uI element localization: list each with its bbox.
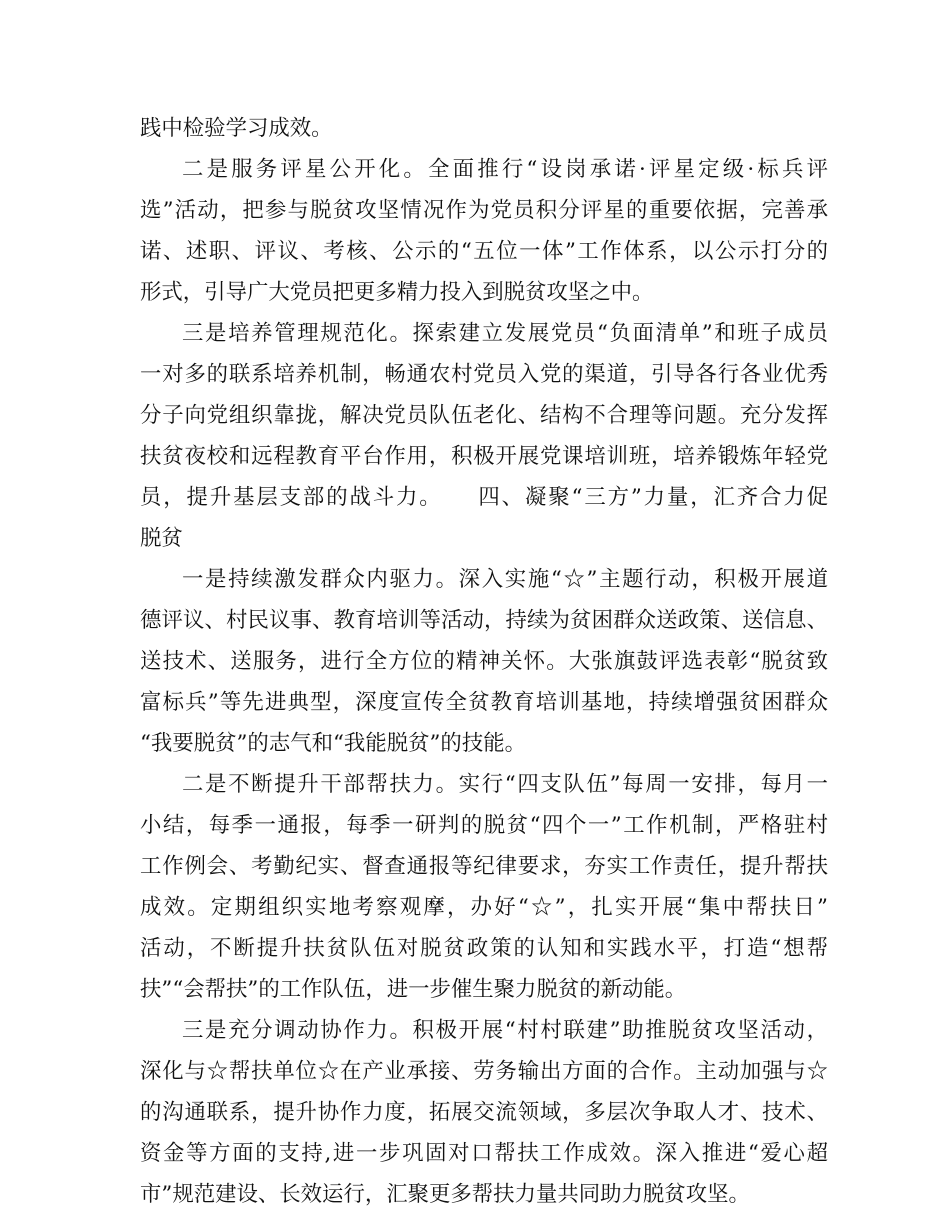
text-line: 选”活动，把参与脱贫攻坚情况作为党员积分评星的重要依据，完善承 [140,198,828,223]
text-line: 成效。定期组织实地考察观摩，办好“☆”，扎实开展“集中帮扶日” [140,895,828,920]
text-line: 工作例会、考勤纪实、督查通报等纪律要求，夯实工作责任，提升帮扶 [140,854,828,879]
text-line: 活动，不断提升扶贫队伍对脱贫政策的认知和实践水平，打造“想帮 [140,936,828,961]
paragraph-heading-line: 三是充分调动协作力。积极开展“村村联建”助推脱贫攻坚活动， [182,1018,828,1043]
document-body [140,108,828,1215]
text-line: 分子向党组织靠拢，解决党员队伍老化、结构不合理等问题。充分发挥 [140,403,828,428]
text-line: 德评议、村民议事、教育培训等活动，持续为贫困群众送政策、送信息、 [140,608,828,633]
text-line: 一对多的联系培养机制，畅通农村党员入党的渠道，引导各行各业优秀 [140,362,828,387]
text-line: 送技术、送服务，进行全方位的精神关怀。大张旗鼓评选表彰“脱贫致 [140,649,828,674]
text-line: 扶贫夜校和远程教育平台作用，积极开展党课培训班，培养锻炼年轻党 [140,444,828,469]
text-line: 员，提升基层支部的战斗力。 四、凝聚“三方”力量，汇齐合力促 [140,485,828,510]
paragraph-heading-line: 二是服务评星公开化。全面推行“设岗承诺·评星定级·标兵评 [182,157,828,182]
text-line: 资金等方面的支持,进一步巩固对口帮扶工作成效。深入推进“爱心超 [140,1141,828,1166]
text-line: 践中检验学习成效。 [140,116,333,141]
paragraph-heading-line: 二是不断提升干部帮扶力。实行“四支队伍”每周一安排，每月一 [182,772,828,797]
paragraph-heading-line: 一是持续激发群众内驱力。深入实施“☆”主题行动，积极开展道 [182,567,828,592]
paragraph-heading-line: 三是培养管理规范化。探索建立发展党员“负面清单”和班子成员 [182,321,828,346]
text-line: 形式，引导广大党员把更多精力投入到脱贫攻坚之中。 [140,280,654,305]
text-line: 脱贫 [140,526,183,551]
text-line: 深化与☆帮扶单位☆在产业承接、劳务输出方面的合作。主动加强与☆ [140,1059,828,1084]
text-line: 市”规范建设、长效运行，汇聚更多帮扶力量共同助力脱贫攻坚。 [140,1182,750,1207]
text-line: “我要脱贫”的志气和“我能脱贫”的技能。 [140,731,526,756]
text-line: 富标兵”等先进典型，深度宣传全贫教育培训基地，持续增强贫困群众 [140,690,828,715]
text-line: 的沟通联系，提升协作力度，拓展交流领域，多层次争取人才、技术、 [140,1100,828,1125]
text-line: 扶”“会帮扶”的工作队伍，进一步催生聚力脱贫的新动能。 [140,977,687,1002]
text-line: 诺、述职、评议、考核、公示的“五位一体”工作体系，以公示打分的 [140,239,828,264]
text-line: 小结，每季一通报，每季一研判的脱贫“四个一”工作机制，严格驻村 [140,813,828,838]
